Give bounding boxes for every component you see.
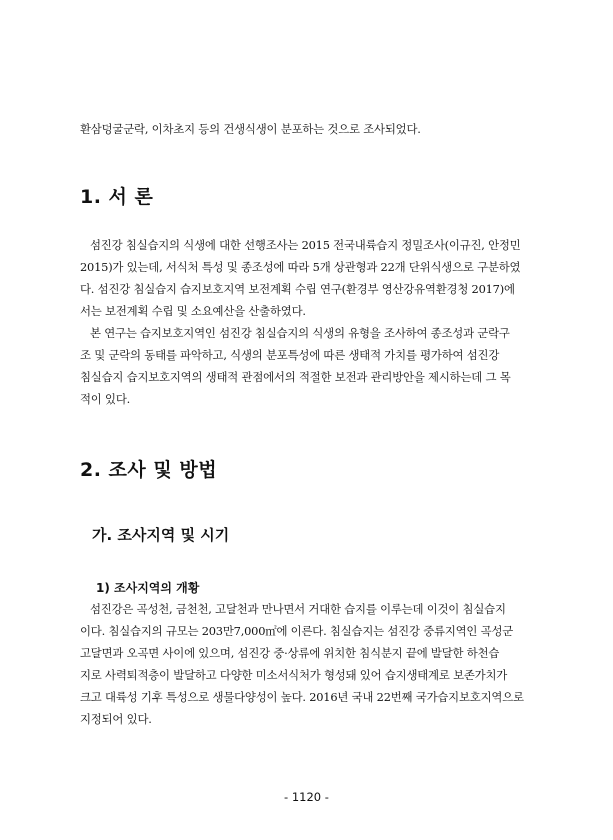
text-line: 다. 섬진강 침실습지 습지보호지역 보전계획 수립 연구(환경부 영산강유역환경청 2017)에 <box>80 282 515 296</box>
subsubsection-heading-overview: 1) 조사지역의 개황 <box>96 581 200 595</box>
text-line: 2015)가 있는데, 서식처 특성 및 종조성에 따라 5개 상관형과 22개 단위식생으로 구분하였 <box>80 260 521 274</box>
text-line: 이다. 침실습지의 규모는 203만7,000㎡에 이른다. 침실습지는 섬진강 중류지역인 곡성군 <box>80 624 514 638</box>
text-line: 조 및 군락의 동태를 파악하고, 식생의 분포특성에 따른 생태적 가치를 평가하여 섬진강 <box>80 348 500 362</box>
study-area-paragraph <box>80 598 532 730</box>
text-line: 침실습지 습지보호지역의 생태적 관점에서의 적절한 보전과 관리방안을 제시하는데 그 목 <box>80 370 511 384</box>
text-line: 본 연구는 습지보호지역인 섬진강 침실습지의 식생의 유형을 조사하여 종조성과 군락구 <box>90 326 510 340</box>
text-line: 지정되어 있다. <box>80 712 152 726</box>
text-line: 적이 있다. <box>80 392 131 406</box>
text-line: 크고 대륙성 기후 특성으로 생물다양성이 높다. 2016년 국내 22번째 국가습지보호지역으로 <box>80 690 524 704</box>
text-line: 지로 사력퇴적층이 발달하고 다양한 미소서식처가 형성돼 있어 습지생태계로 보존가치가 <box>80 668 508 682</box>
section-heading-methods: 2. 조사 및 방법 <box>80 459 218 481</box>
text-line: 서는 보전계획 수립 및 소요예산을 산출하였다. <box>80 304 306 318</box>
introduction-paragraph-2 <box>80 322 532 410</box>
introduction-paragraph-1 <box>80 234 532 322</box>
intro-paragraph <box>80 118 532 140</box>
text-line: 섬진강은 곡성천, 금천천, 고달천과 만나면서 거대한 습지를 이루는데 이것이 침실습지 <box>90 602 506 616</box>
text-line: 섬진강 침실습지의 식생에 대한 선행조사는 2015 전국내륙습지 정밀조사(이규진, 안정민 <box>90 238 521 252</box>
section-heading-introduction: 1. 서 론 <box>80 186 154 208</box>
text-line: 고달면과 오곡면 사이에 있으며, 섬진강 중·상류에 위치한 침식분지 끝에 발달한 하천습 <box>80 646 500 660</box>
text-line: 환삼덩굴군락, 이차초지 등의 건생식생이 분포하는 것으로 조사되었다. <box>80 122 421 136</box>
page-number: - 1120 - <box>284 790 329 804</box>
subsection-heading-study-area: 가. 조사지역 및 시기 <box>92 526 230 544</box>
